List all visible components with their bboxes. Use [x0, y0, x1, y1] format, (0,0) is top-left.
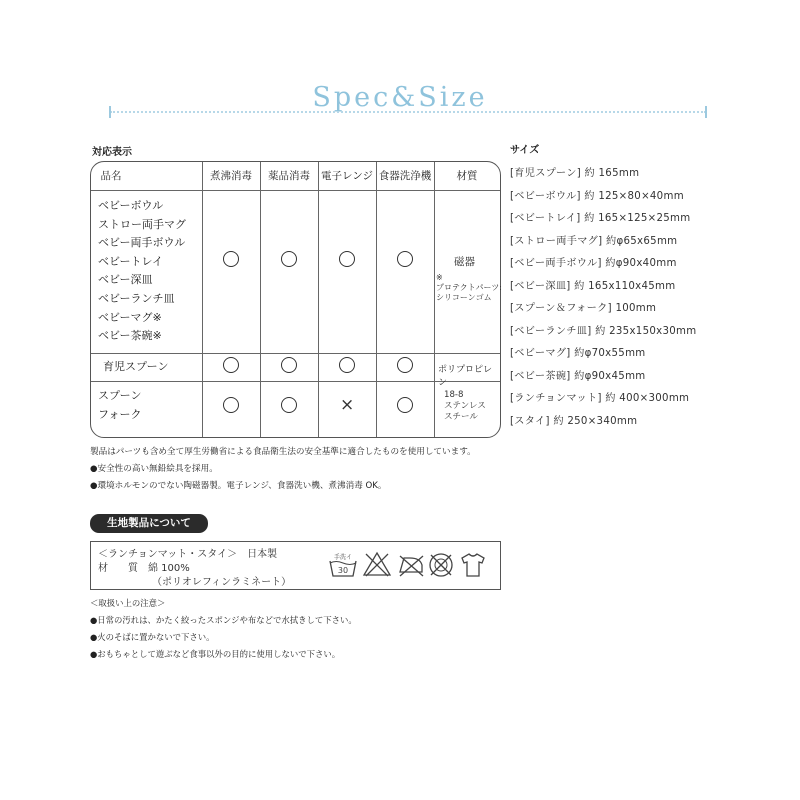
- ok-mark: [223, 251, 239, 267]
- fabric-banner: 生地製品について: [90, 514, 208, 533]
- table-header-divider: [91, 190, 500, 191]
- hand-wash-30-icon: [328, 548, 358, 580]
- ok-mark: [339, 357, 355, 373]
- product-list-ceramic: [98, 197, 186, 346]
- material-polypropylene: ポリプロピレン: [438, 365, 493, 388]
- header-microwave: 電子レンジ: [321, 170, 373, 182]
- hand-wash-label: 手洗イ: [333, 554, 353, 561]
- size-item: [ベビー深皿] 約 165x110x45mm: [510, 281, 676, 292]
- header-material: 材質: [456, 170, 478, 182]
- header-product: 品名: [100, 170, 122, 182]
- no-dryer-icon: [426, 548, 456, 580]
- material-ceramic: 磁器: [454, 256, 475, 268]
- size-item: [ベビー茶碗] 約φ90x45mm: [510, 371, 646, 382]
- size-item: [ベビーマグ] 約φ70x55mm: [510, 348, 646, 359]
- no-bleach-icon: [362, 548, 392, 580]
- product-name: ストロー両手マグ: [98, 217, 186, 231]
- table-col-divider: [434, 162, 435, 437]
- ok-mark: [223, 397, 239, 413]
- fabric-material-detail: （ポリオレフィンラミネート）: [152, 577, 292, 588]
- care-note: ●おもちゃとして遊ぶなど食事以外の目的に使用しないで下さい。: [90, 649, 341, 659]
- size-item: [スタイ] 約 250×340mm: [510, 416, 638, 427]
- product-list-steel: [98, 387, 141, 424]
- page-title: Spec&Size: [312, 82, 488, 113]
- size-item: [育児スプーン] 約 165mm: [510, 168, 640, 179]
- table-col-divider: [318, 162, 319, 437]
- hang-dry-icon: [458, 548, 488, 580]
- table-col-divider: [260, 162, 261, 437]
- safety-note: ●環境ホルモンのでない陶磁器製。電子レンジ、食器洗い機、煮沸消毒 OK。: [90, 481, 387, 491]
- no-iron-icon: [396, 548, 426, 580]
- ok-mark: [339, 251, 355, 267]
- title-divider: [110, 111, 706, 113]
- size-item: [スプーン＆フォーク] 100mm: [510, 303, 657, 314]
- fabric-material: 材 質 綿 100%: [98, 563, 190, 574]
- safety-note: ●安全性の高い無鉛絵具を採用。: [90, 464, 218, 474]
- header-boil: 煮沸消毒: [210, 170, 252, 182]
- product-name: ベビーマグ※: [98, 310, 162, 324]
- size-item: [ベビーボウル] 約 125×80×40mm: [510, 191, 684, 202]
- title-divider-cap-right: [705, 106, 707, 118]
- ok-mark: [223, 357, 239, 373]
- product-name: 育児スプーン: [103, 360, 169, 373]
- table-col-divider: [202, 162, 203, 437]
- size-item: [ベビー両手ボウル] 約φ90x40mm: [510, 258, 677, 269]
- wash-temp-label: 30: [337, 566, 349, 575]
- product-name: ベビー茶碗※: [98, 329, 162, 343]
- care-note: ●日常の汚れは、かたく絞ったスポンジや布などで水拭きして下さい。: [90, 615, 357, 625]
- ng-mark: ×: [340, 395, 355, 415]
- product-name: ベビー両手ボウル: [98, 236, 186, 250]
- table-col-divider: [376, 162, 377, 437]
- title-divider-cap-left: [109, 106, 111, 118]
- ok-mark: [281, 357, 297, 373]
- fabric-products: ＜ランチョンマット・スタイ＞ 日本製: [98, 549, 278, 560]
- product-name: フォーク: [98, 407, 142, 421]
- header-chemical: 薬品消毒: [268, 170, 310, 182]
- size-item: [ベビーランチ皿] 約 235x150x30mm: [510, 326, 697, 337]
- product-name: ベビーランチ皿: [98, 291, 175, 305]
- product-name: スプーン: [98, 389, 142, 402]
- ok-mark: [281, 251, 297, 267]
- product-name: ベビー深皿: [98, 273, 153, 287]
- product-name: ベビートレイ: [98, 254, 164, 268]
- size-item: [ベビートレイ] 約 165×125×25mm: [510, 213, 691, 224]
- ok-mark: [397, 357, 413, 373]
- ok-mark: [397, 397, 413, 413]
- header-dishwasher: 食器洗浄機: [378, 170, 432, 182]
- table-row-divider: [91, 353, 500, 354]
- ok-mark: [397, 251, 413, 267]
- product-name: ベビーボウル: [98, 199, 164, 212]
- care-heading: ＜取扱い上の注意＞: [90, 598, 166, 608]
- material-stainless: 18-8 ステンレス スチール: [444, 390, 486, 422]
- material-note: ※ プロテクトパーツ: シリコーンゴム: [436, 273, 502, 302]
- compat-table: [90, 161, 501, 438]
- care-note: ●火のそばに置かないで下さい。: [90, 632, 215, 642]
- ok-mark: [281, 397, 297, 413]
- compat-label: 対応表示: [92, 147, 132, 158]
- size-item: [ランチョンマット] 約 400×300mm: [510, 393, 690, 404]
- size-item: [ストロー両手マグ] 約φ65x65mm: [510, 236, 678, 247]
- size-label: サイズ: [510, 145, 540, 156]
- safety-note: 製品はパーツも含め全て厚生労働省による食品衛生法の安全基準に適合したものを使用しています。: [90, 447, 476, 457]
